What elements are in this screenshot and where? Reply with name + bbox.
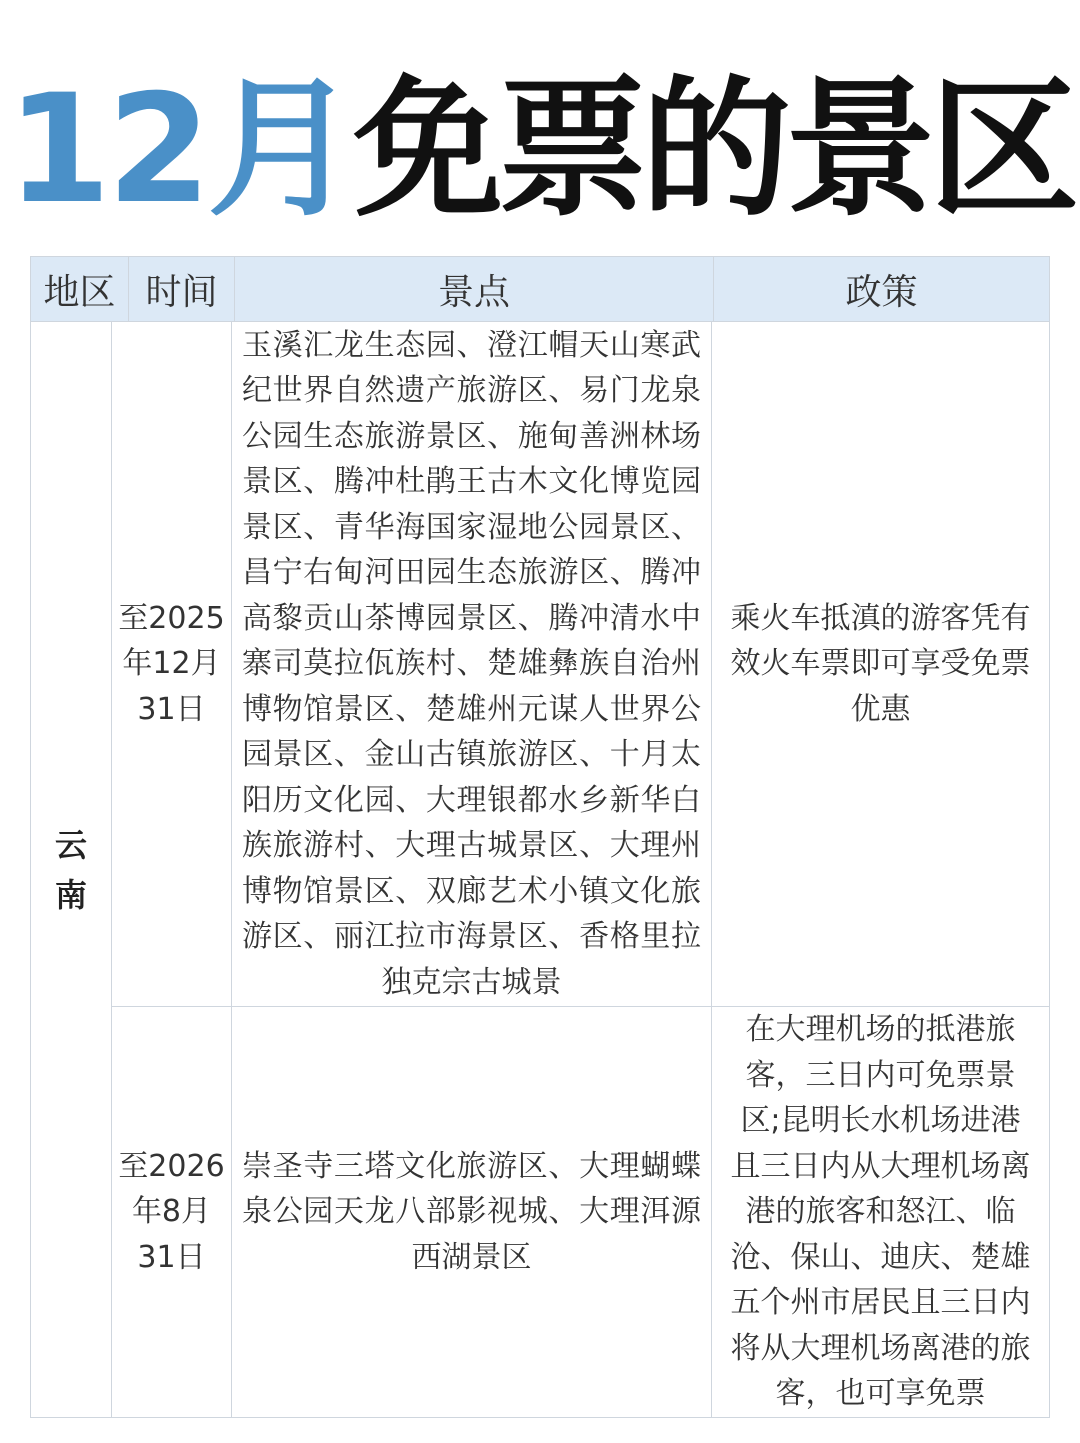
row1-policy: 乘火车抵滇的游客凭有效火车票即可享受免票优惠 [711, 321, 1050, 1007]
title-text: 免票的景区 [353, 63, 1074, 237]
header-policy: 政策 [713, 256, 1050, 322]
row2-time: 至2026 年8月 31日 [111, 1006, 232, 1418]
header-sites: 景点 [234, 256, 714, 322]
region-cell: 云 南 [30, 321, 112, 1418]
row2-sites: 崇圣寺三塔文化旅游区、大理蝴蝶泉公园天龙八部影视城、大理洱源西湖景区 [231, 1006, 712, 1418]
row2-policy: 在大理机场的抵港旅客，三日内可免票景区;昆明长水机场进港且三日内从大理机场离港的旅客和怒江、临沧、保山、迪庆、楚雄五个州市居民且三日内将从大理机场离港的旅客，也可享免票 [711, 1006, 1050, 1418]
row1-time: 至2025 年12月 31日 [111, 321, 232, 1007]
header-time: 时间 [128, 256, 235, 322]
title-month: 12月 [6, 63, 354, 237]
row1-sites: 玉溪汇龙生态园、澄江帽天山寒武纪世界自然遗产旅游区、易门龙泉公园生态旅游景区、施甸善洲林场景区、腾冲杜鹃王古木文化博览园景区、青华海国家湿地公园景区、昌宁右甸河田园生态旅游区、腾冲高黎贡山茶博园景区、腾冲清水中寨司莫拉佤族村、楚雄彝族自治州博物馆景区、楚雄州元谋人世界公园景区、金山古镇旅游区、十月太阳历文化园、大理银都水乡新华白族旅游村、大理古城景区、大理州博物馆景区、双廊艺术小镇文化旅游区、丽江拉市海景区、香格里拉独克宗古城景 [231, 321, 712, 1007]
page-title [0, 63, 1080, 237]
header-region: 地区 [30, 256, 129, 322]
free-ticket-table [30, 256, 1050, 1418]
